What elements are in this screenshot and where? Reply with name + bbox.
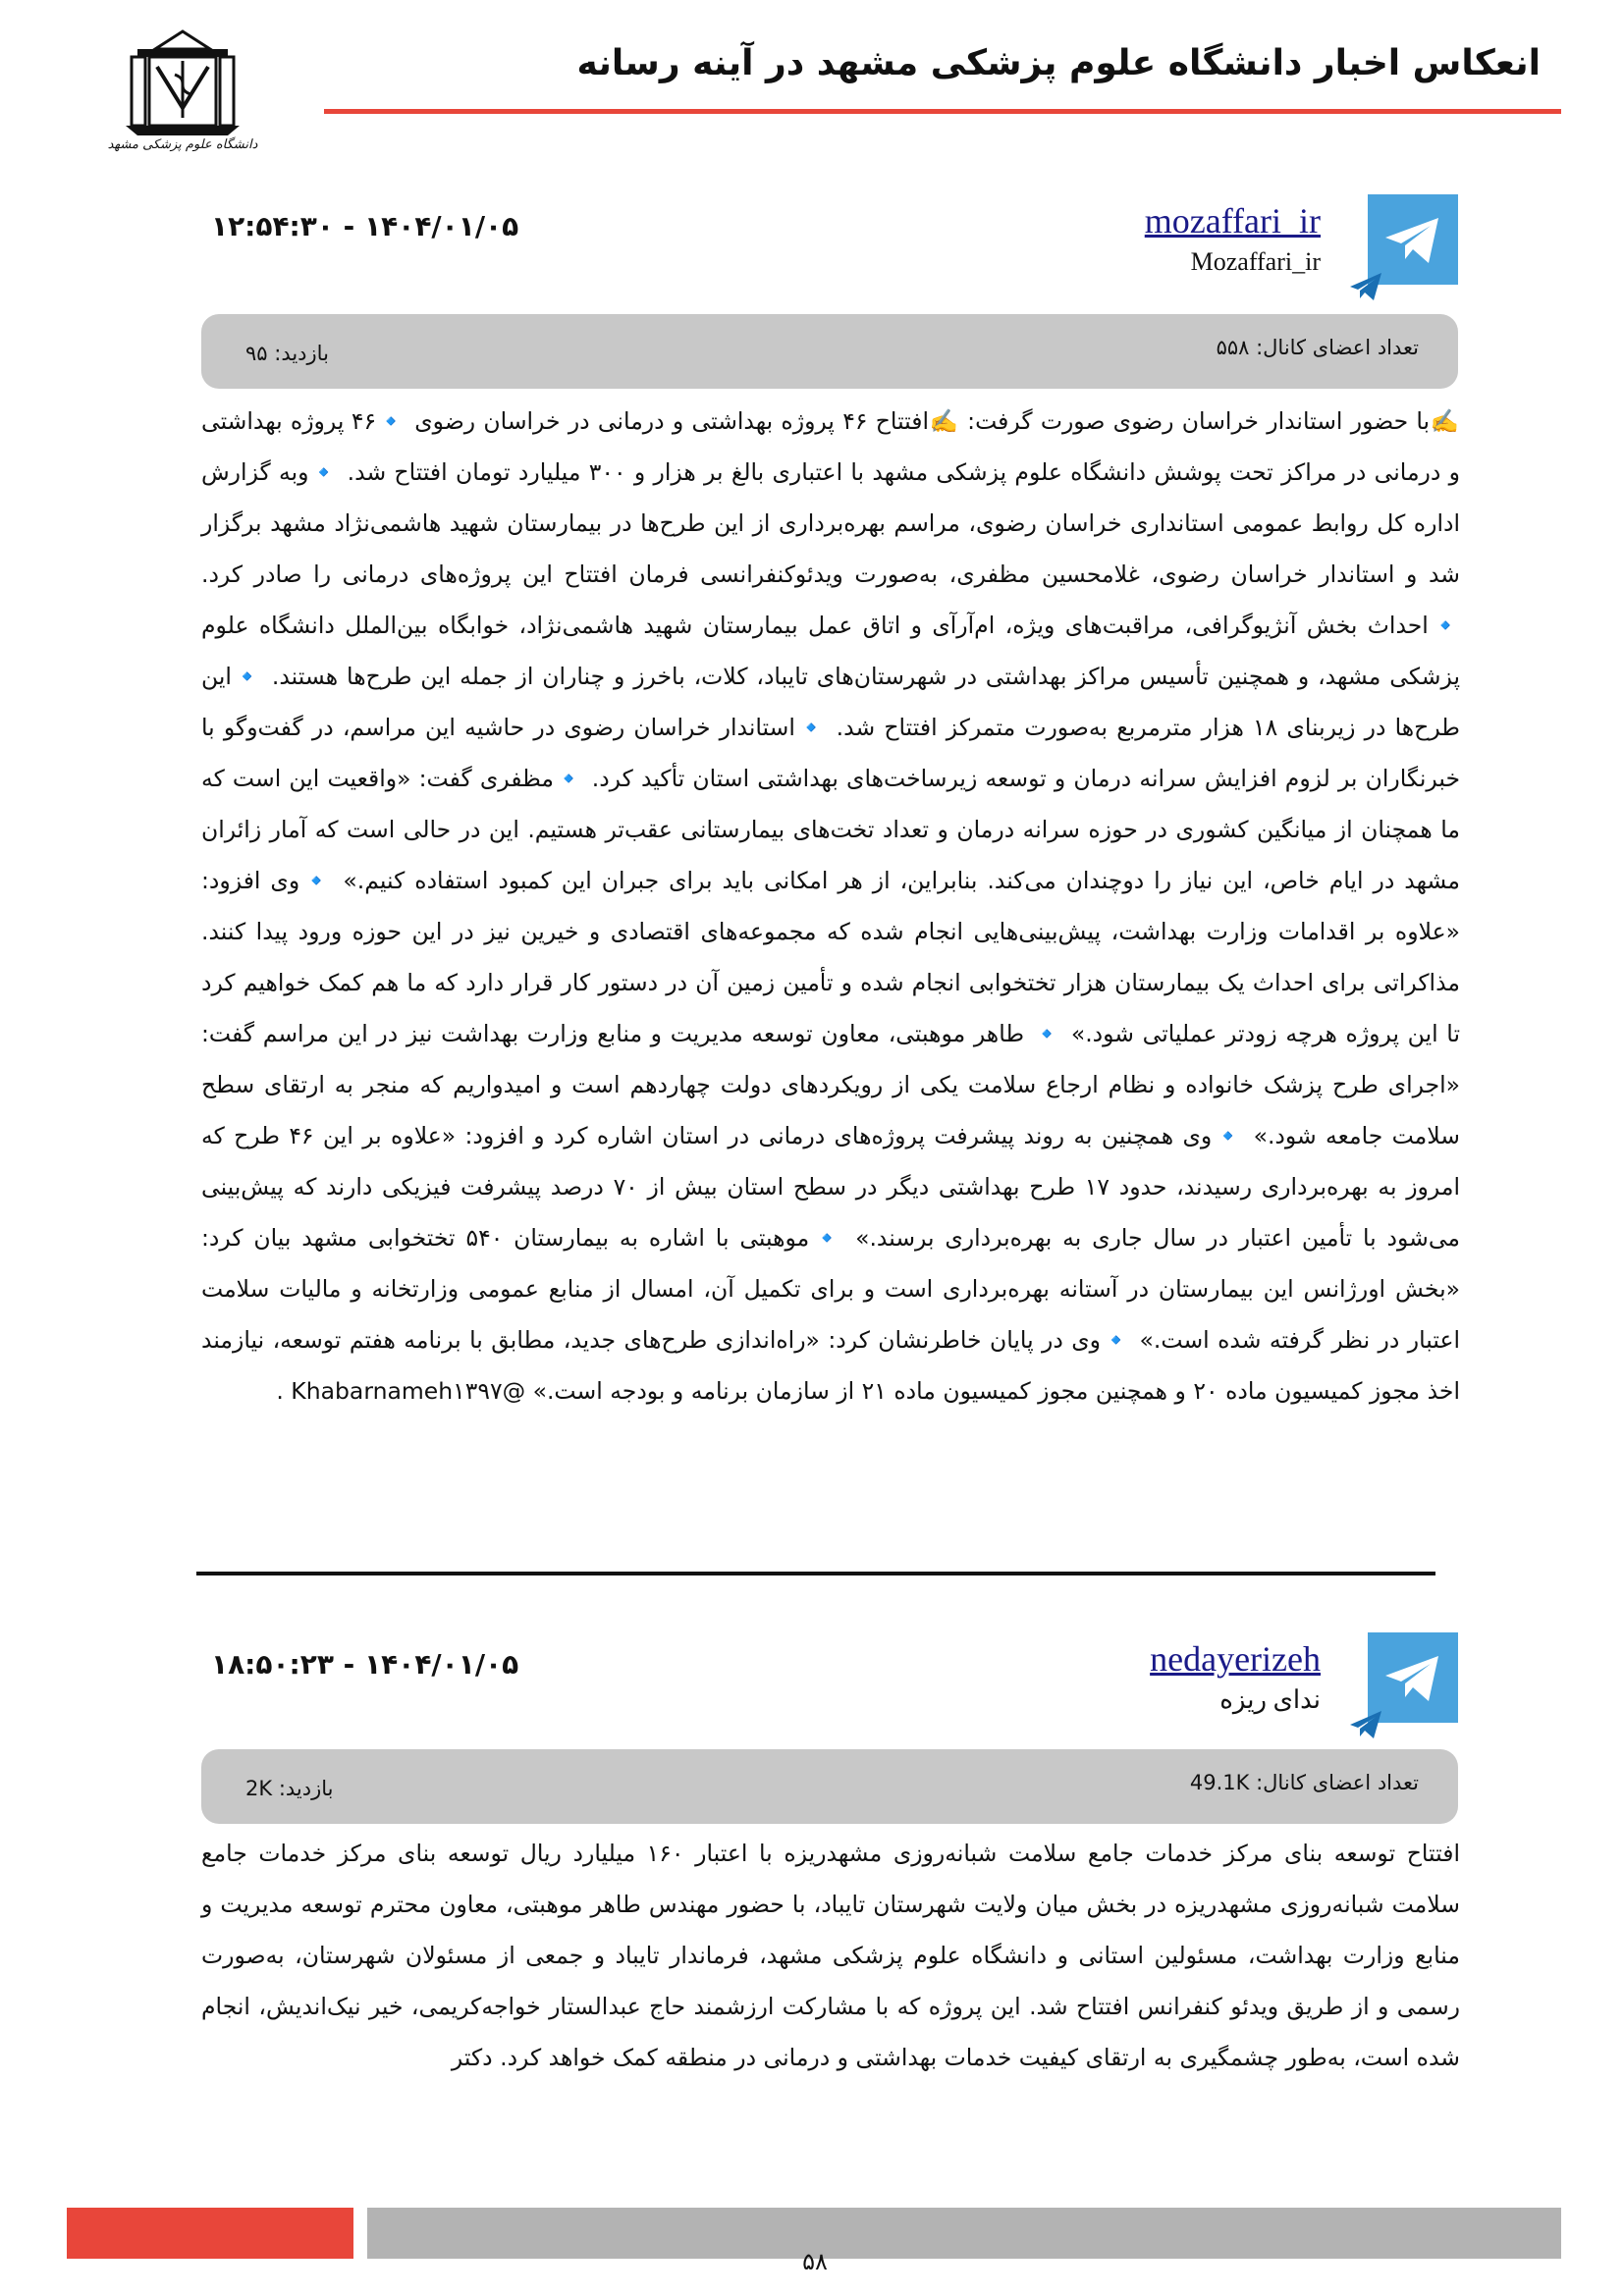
post-separator (196, 1572, 1435, 1575)
header-title: انعکاس اخبار دانشگاه علوم پزشکی مشهد در آینه رسانه (576, 43, 1541, 83)
channel-link[interactable]: nedayerizeh (1150, 1639, 1321, 1679)
post-datetime: ۱۴۰۴/۰۱/۰۵ - ۱۲:۵۴:۳۰ (211, 210, 519, 242)
post-1-header (201, 194, 1458, 312)
post-views: بازدید: ۹۵ (245, 342, 329, 365)
page-number: ۵۸ (802, 2248, 828, 2275)
channel-link[interactable]: mozaffari_ir (1144, 201, 1321, 240)
footer-accent-bar (67, 2208, 353, 2259)
telegram-icon[interactable] (1368, 1632, 1458, 1723)
channel-members: تعداد اعضای کانال: ۵۵۸ (1216, 336, 1419, 359)
channel-name: ندای ریزه (1219, 1685, 1321, 1714)
footer-bar (367, 2208, 1561, 2259)
header-divider (324, 109, 1561, 114)
logo-caption: دانشگاه علوم پزشکی مشهد (107, 137, 258, 152)
post-1-body: ✍️با حضور استاندار خراسان رضوی صورت گرفت: ✍️افتتاح ۴۶ پروژه بهداشتی و درمانی در خراسان رضوی 🔹۴۶ پروژه بهداشتی و درمانی در مراکز تحت پوشش دانشگاه علوم پزشکی مشهد با اعتباری بالغ بر هزار و ۳۰۰ میلیارد تومان افتتاح شد. 🔹وبه گزارش اداره کل روابط عمومی استانداری خراسان رضوی، مراسم بهره‌برداری از این طرح‌ها در بیمارستان شهید هاشمی‌نژاد مشهد برگزار شد و استاندار خراسان رضوی، غلامحسین مظفری، به‌صورت ویدئوکنفرانسی فرمان افتتاح این پروژه‌های درمانی را صادر کرد. 🔹احداث بخش آنژیوگرافی، مراقبت‌های ویژه، ام‌آر‌آی و اتاق عمل بیمارستان شهید هاشمی‌نژاد، خوابگاه بین‌الملل دانشگاه علوم پزشکی مشهد، و همچنین تأسیس مراکز بهداشتی در شهرستان‌های تایباد، کلات، باخرز و چناران از جمله این طرح‌ها هستند. 🔹این طرح‌ها در زیربنای ۱۸ هزار مترمربع به‌صورت متمرکز افتتاح شد. 🔹استاندار خراسان رضوی در حاشیه این مراسم، در گفت‌وگو با خبرنگاران بر لزوم افزایش سرانه درمان و توسعه زیرساخت‌های بهداشتی استان تأکید کرد. 🔹مظفری گفت: «واقعیت این است که ما همچنان از میانگین کشوری در حوزه سرانه درمان و تعداد تخت‌های بیمارستانی عقب‌تر هستیم. این در حالی است که آمار زائران مشهد در ایام خاص، این نیاز را دوچندان می‌کند. بنابراین، از هر امکانی باید برای جبران این کمبود استفاده کنیم.» 🔹وی افزود: «علاوه بر اقدامات وزارت بهداشت، پیش‌بینی‌هایی انجام شده که مجموعه‌های اقتصادی و خیرین نیز در این حوزه ورود پیدا کنند. مذاکراتی برای احداث یک بیمارستان هزار تختخوابی انجام شده و تأمین زمین آن در دستور کار قرار دارد که ما هم کمک خواهیم کرد تا این پروژه هرچه زودتر عملیاتی شود.» 🔹 طاهر موهبتی، معاون توسعه مدیریت و منابع وزارت بهداشت نیز در این مراسم گفت: «اجرای طرح پزشک خانواده و نظام ارجاع سلامت یکی از رویکردهای دولت چهاردهم است و امیدواریم که منجر به ارتقای سطح سلامت جامعه شود.» 🔹وی همچنین به روند پیشرفت پروژه‌های درمانی در استان اشاره کرد و افزود: «علاوه بر این ۴۶ طرح که امروز به بهره‌برداری رسیدند، حدود ۱۷ طرح بهداشتی دیگر در سطح استان بیش از ۷۰ درصد پیشرفت فیزیکی دارند که پیش‌بینی می‌شود با تأمین اعتبار در سال جاری به بهره‌برداری برسند.» 🔹موهبتی با اشاره به بیمارستان ۵۴۰ تختخوابی مشهد بیان کرد: «بخش اورژانس این بیمارستان در آستانه بهره‌برداری است و برای تکمیل آن، امسال از منابع عمومی وزارتخانه و مالیات سلامت اعتبار در نظر گرفته شده است.» 🔹وی در پایان خاطرنشان کرد: «راه‌اندازی طرح‌های جدید، مطابق با برنامه هفتم توسعه، نیازمند اخذ مجوز کمیسیون ماده ۲۰ و همچنین مجوز کمیسیون ماده ۲۱ از سازمان برنامه و بودجه است.» @Khabarnameh۱۳۹۷ . (201, 407, 1461, 1405)
post-2-header (201, 1632, 1458, 1750)
channel-members: تعداد اعضای کانال: 49.1K (1189, 1771, 1419, 1794)
channel-name: Mozaffari_ir (1190, 247, 1321, 276)
university-logo-icon (107, 27, 258, 175)
post-2-stats-bar (201, 1749, 1458, 1824)
post-views: بازدید: 2K (245, 1777, 334, 1800)
telegram-icon[interactable] (1368, 194, 1458, 285)
post-1-stats-bar (201, 314, 1458, 389)
post-datetime: ۱۴۰۴/۰۱/۰۵ - ۱۸:۵۰:۲۳ (211, 1648, 519, 1681)
post-2-body: افتتاح توسعه بنای مرکز خدمات جامع سلامت شبانه‌روزی مشهدریزه با اعتبار ۱۶۰ میلیارد ریال توسعه بنای مرکز خدمات جامع سلامت شبانه‌روزی مشهدریزه در بخش میان ولایت شهرستان تایباد، با حضور مهندس طاهر موهبتی، معاون محترم توسعه مدیریت و منابع وزارت بهداشت، مسئولین استانی و دانشگاه علوم پزشکی مشهد، فرماندار تایباد و جمعی از مسئولان شهرستان، به‌صورت رسمی و از طریق ویدئو کنفرانس افتتاح شد. این پروژه که با مشارکت ارزشمند حاج عبدالستار خواجه‌کریمی، خیر نیک‌اندیش، انجام شده است، به‌طور چشمگیری به ارتقای کیفیت خدمات بهداشتی و درمانی در منطقه کمک خواهد کرد. دکتر (201, 1840, 1460, 2071)
